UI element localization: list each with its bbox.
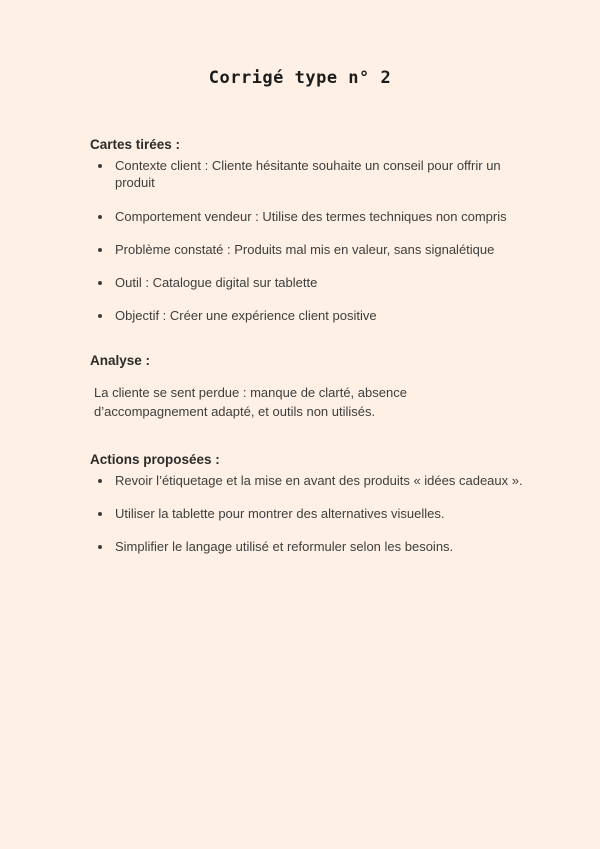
list-item: • Contexte client : Cliente hésitante souhaite un conseil pour offrir un produit xyxy=(113,157,530,191)
cartes-tirees-list xyxy=(90,157,530,324)
cartes-tirees-heading: Cartes tirées : xyxy=(90,137,181,152)
analysis-paragraph: La cliente se sent perdue : manque de clarté, absence d’accompagnement adapté, et outils non utilisés. xyxy=(94,385,407,419)
list-item: • Utiliser la tablette pour montrer des alternatives visuelles. xyxy=(113,505,580,522)
section-actions-proposees xyxy=(90,451,580,556)
document-title: Corrigé type n° 2 xyxy=(208,68,392,88)
list-item: • Revoir l’étiquetage et la mise en avant des produits « idées cadeaux ». xyxy=(113,472,580,489)
analyse-heading: Analyse : xyxy=(90,353,151,369)
list-item: • Comportement vendeur : Utilise des termes techniques non compris xyxy=(113,208,530,225)
document-content xyxy=(0,136,600,555)
list-item: • Objectif : Créer une expérience client positive xyxy=(113,307,530,324)
list-item: • Outil : Catalogue digital sur tablette xyxy=(113,274,530,291)
section-analyse xyxy=(90,352,580,421)
list-item: • Problème constaté : Produits mal mis en valeur, sans signalétique xyxy=(113,241,530,258)
section-cartes-tirees xyxy=(90,136,580,324)
actions-proposees-list xyxy=(90,472,580,555)
actions-proposees-heading: Actions proposées : xyxy=(90,451,220,467)
list-item: • Simplifier le langage utilisé et reformuler selon les besoins. xyxy=(113,538,580,555)
